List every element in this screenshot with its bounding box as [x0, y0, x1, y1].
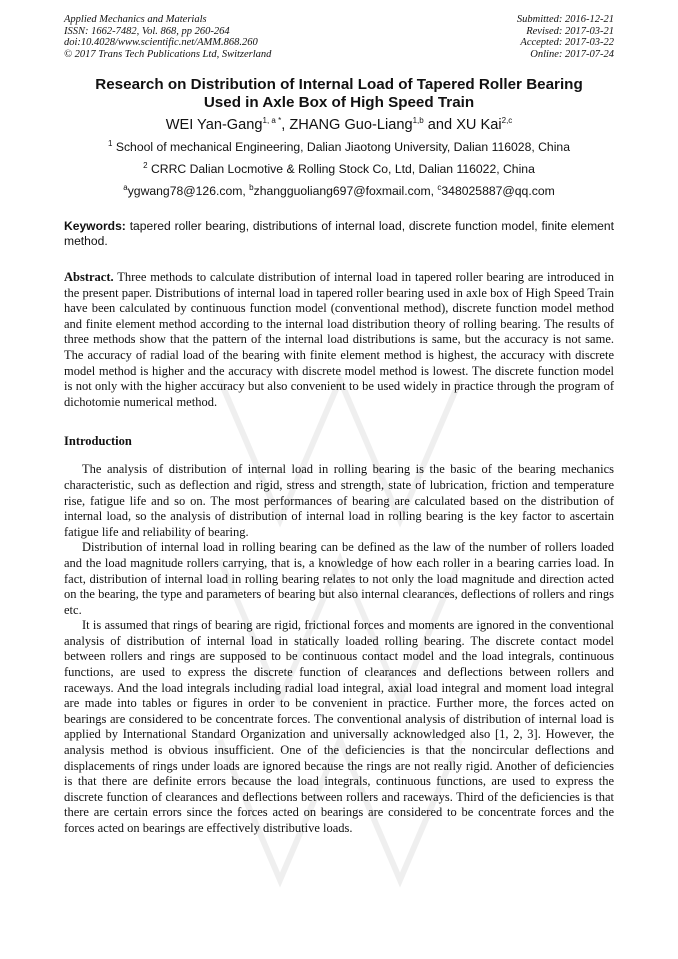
affiliation-1	[64, 140, 614, 154]
keywords	[64, 219, 614, 249]
email-a[interactable]: ygwang78@126.com,	[127, 184, 250, 198]
section-heading-introduction: Introduction	[64, 434, 132, 449]
email-a-sup: a	[123, 182, 128, 192]
author-1-name: WEI Yan-Gang	[165, 117, 263, 133]
journal-name: Applied Mechanics and Materials	[64, 14, 207, 25]
journal-doi: doi:10.4028/www.scientific.net/AMM.868.260	[64, 37, 258, 48]
affiliation-1-sup: 1	[108, 138, 113, 148]
author-separator: ,	[281, 117, 290, 133]
abstract-text: Three methods to calculate distribution of internal load in tapered roller bearing are introduced in the present paper. Distributions of internal load in tapered roller bearing used in axle box of High Speed Train have been calculated by continuous function model (conventional method), discrete function model method and finite element method according to the internal load distribution theory of rolling bearing. The results of three methods show that the pattern of the internal load distributions is same, but the accuracy is not same. The accuracy of radial load of the bearing with finite element method is highest, the accuracy with discrete model method is higher and the accuracy with discrete model method is lowest. The discrete function model is not only with the higher accuracy but also convenient to be used widely in practice through the program of dichotomie numerical method.	[64, 270, 614, 409]
intro-paragraph-3: It is assumed that rings of bearing are rigid, frictional forces and moments are ignored in the conventional analysis of distribution of internal load in statically loaded rolling bearing. The discrete contact model between rollers and rings are supposed to be continuous contact model and the load integrals, continuous functions, are used to express the discrete function of clearances and deflections between rollers and raceways. And the load integrals including radial load integral, axial load integral and moment load integral are made into tables or figures in order to be convenient in practice. Further more, the forces acted on bearings are considered to be concentrate forces. The conventional analysis of distribution of internal load is applied by International Standard Organization and universally acknowledged also [1, 2, 3]. However, the analysis method is obvious insufficient. One of the deficiencies is that the noncircular deflections and displacements of rings under loads are ignored because the rings are not really rigid. Another of deficiencies is that there are definite errors because the load integrals, continuous functions, are used to express the discrete function of clearances and deflections between rollers and raceways. Third of the deficiencies is that there are certain errors since the forces acted on bearings are considered to be concentrate forces and the forces acted on bearings are effectively distributive loads.	[64, 618, 614, 835]
affiliation-1-text: School of mechanical Engineering, Dalian Jiaotong University, Dalian 116028, China	[112, 140, 570, 154]
journal-copyright: © 2017 Trans Tech Publications Ltd, Switzerland	[64, 48, 272, 60]
date-online: Online: 2017-07-24	[530, 48, 614, 60]
email-c[interactable]: 348025887@qq.com	[441, 184, 555, 198]
author-2-name: ZHANG Guo-Liang	[289, 117, 413, 133]
intro-paragraph-1: The analysis of distribution of internal load in rolling bearing is the basic of the bearing mechanics characteristic, such as deflection and rigid, stress and strength, state of lubrication, friction and temperature rise, fatigue life and so on. The most performances of bearing are calculated based on the distribution of internal load, so the analysis of distribution of internal load in rolling bearing is the key factor to ascertain fatigue life and reliability of bearing.	[64, 462, 614, 539]
title-line-2: Used in Axle Box of High Speed Train	[203, 94, 475, 111]
paper-page	[64, 14, 614, 837]
keywords-label: Keywords:	[64, 219, 126, 233]
affiliation-2	[64, 162, 614, 176]
author-list	[64, 116, 614, 134]
author-emails	[64, 184, 614, 198]
journal-issn: ISSN: 1662-7482, Vol. 868, pp 260-264	[64, 25, 230, 37]
affiliation-2-sup: 2	[143, 160, 148, 170]
date-accepted: Accepted: 2017-03-22	[520, 37, 614, 48]
author-separator: and	[423, 117, 457, 133]
email-b-sup: b	[249, 182, 254, 192]
email-b[interactable]: zhangguoliang697@foxmail.com,	[253, 184, 438, 198]
abstract-label: Abstract.	[64, 270, 114, 284]
title-line-1: Research on Distribution of Internal Load of Tapered Roller Bearing	[95, 76, 583, 93]
date-submitted: Submitted: 2016-12-21	[516, 14, 614, 25]
abstract	[64, 270, 614, 410]
journal-header	[64, 14, 614, 60]
intro-paragraph-2: Distribution of internal load in rolling bearing can be defined as the law of the number of rollers loaded and the load magnitude rollers carrying, that is, a knowledge of how each roller in a bearing carries load. In fact, distribution of internal load in rolling bearing relates to not only the load magnitude and direction acted on the bearing, the type and parameters of bearing but also internal clearances, deflections of rollers and rings etc.	[64, 540, 614, 617]
paper-title	[64, 76, 614, 112]
author-3-sup: 2,c	[501, 116, 513, 126]
author-2-sup: 1,b	[412, 116, 424, 126]
author-3-name: XU Kai	[456, 117, 502, 133]
date-revised: Revised: 2017-03-21	[526, 25, 614, 37]
affiliation-2-text: CRRC Dalian Locmotive & Rolling Stock Co, Ltd, Dalian 116022, China	[147, 162, 535, 176]
author-1-sup: 1, a *	[262, 116, 282, 126]
email-c-sup: c	[437, 182, 442, 192]
journal-info	[64, 14, 271, 60]
submission-dates	[517, 14, 614, 60]
keywords-text: tapered roller bearing, distributions of internal load, discrete function model, finite element method.	[64, 219, 614, 248]
